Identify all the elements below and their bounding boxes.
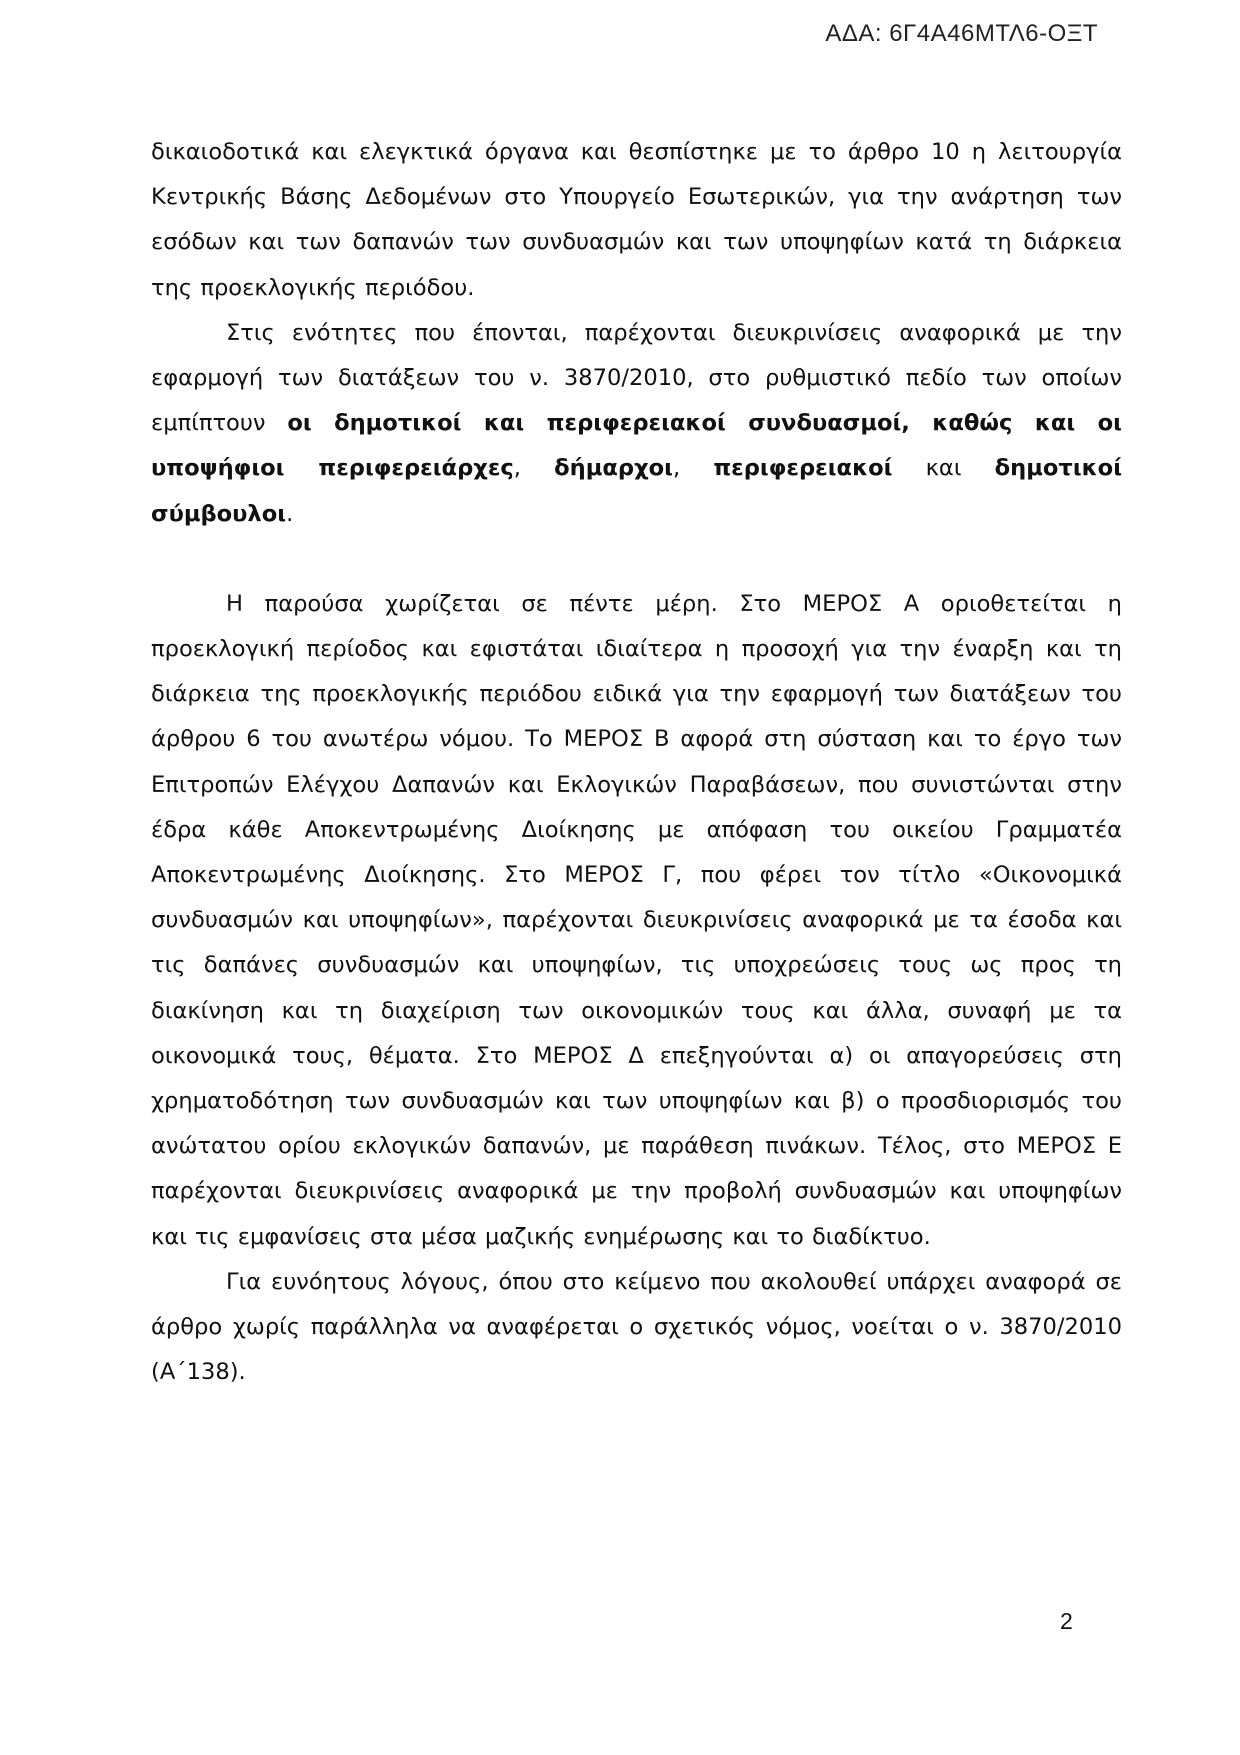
bold-municipal-councillors: δημοτικοί σύμβουλοι [151, 455, 1122, 527]
paragraph-1: δικαιοδοτικά και ελεγκτικά όργανα και θεσπίστηκε με το άρθρο 10 η λειτουργία Κεντρικής Βάσης Δεδομένων στο Υπουργείο Εσωτερικών, για την ανάρτηση των εσόδων και των δαπανών των συνδυασμών και των υποψηφίων κατά τη διάρκεια της προεκλογικής περιόδου. [151, 139, 1122, 301]
bold-regional: περιφερειακοί [713, 455, 893, 482]
paragraph-2-text-4: και [892, 455, 995, 482]
paragraph-4: Για ευνόητους λόγους, όπου στο κείμενο που ακολουθεί υπάρχει αναφορά σε άρθρο χωρίς παράλληλα να αναφέρεται ο σχετικός νόμος, νοείται ο ν. 3870/2010 (Α΄138). [151, 1268, 1122, 1386]
paragraph-2-text-1: Στις ενότητες που έπονται, παρέχονται διευκρινίσεις αναφορικά με την εφαρμογή των διατάξεων του ν. 3870/2010, στο ρυθμιστικό πεδίο των οποίων εμπίπτουν [151, 319, 1122, 437]
paragraph-3: Η παρούσα χωρίζεται σε πέντε μέρη. Στο ΜΕΡΟΣ Α οριοθετείται η προεκλογική περίοδος και εφιστάται ιδιαίτερα η προσοχή για την έναρξη και τη διάρκεια της προεκλογικής περιόδου ειδικά για την εφαρμογή των διατάξεων του άρθρου 6 του ανωτέρω νόμου. Το ΜΕΡΟΣ Β αφορά στη σύσταση και το έργο των Επιτροπών Ελέγχου Δαπανών και Εκλογικών Παραβάσεων, που συνιστώνται στην έδρα κάθε Αποκεντρωμένης Διοίκησης με απόφαση του οικείου Γραμματέα Αποκεντρωμένης Διοίκησης. Στο ΜΕΡΟΣ Γ, που φέρει τον τίτλο «Οικονομικά συνδυασμών και υποψηφίων», παρέχονται διευκρινίσεις αναφορικά με τα έσοδα και τις δαπάνες συνδυασμών και υποψηφίων, τις υποχρεώσεις τους ως προς τη διακίνηση και τη διαχείριση των οικονομικών τους και άλλα, συναφή με τα οικονομικά τους, θέματα. Στο ΜΕΡΟΣ Δ επεξηγούνται α) οι απαγορεύσεις στη χρηματοδότηση των συνδυασμών και των υποψηφίων και β) ο προσδιορισμός του ανώτατου ορίου εκλογικών δαπανών, με παράθεση πινάκων. Τέλος, στο ΜΕΡΟΣ Ε παρέχονται διευκρινίσεις αναφορικά με την προβολή συνδυασμών και υποψηφίων και τις εμφανίσεις στα μέσα μαζικής ενημέρωσης και το διαδίκτυο. [151, 590, 1122, 1250]
bold-combinations-candidates: οι δημοτικοί και περιφερειακοί συνδυασμοί, καθώς και οι υποψήφιοι περιφερειάρχες [151, 410, 1122, 482]
paragraph-2-text-3: , [672, 455, 714, 482]
document-body [151, 130, 1122, 1395]
paragraph-2-text-2: , [513, 455, 555, 482]
ada-identifier: ΑΔΑ: 6Γ4Α46ΜΤΛ6-ΟΞΤ [825, 20, 1098, 47]
paragraph-2-text-5: . [286, 500, 294, 527]
paragraph-2 [151, 311, 1122, 537]
page-number: 2 [1060, 1608, 1073, 1634]
bold-mayors: δήμαρχοι [554, 455, 673, 482]
